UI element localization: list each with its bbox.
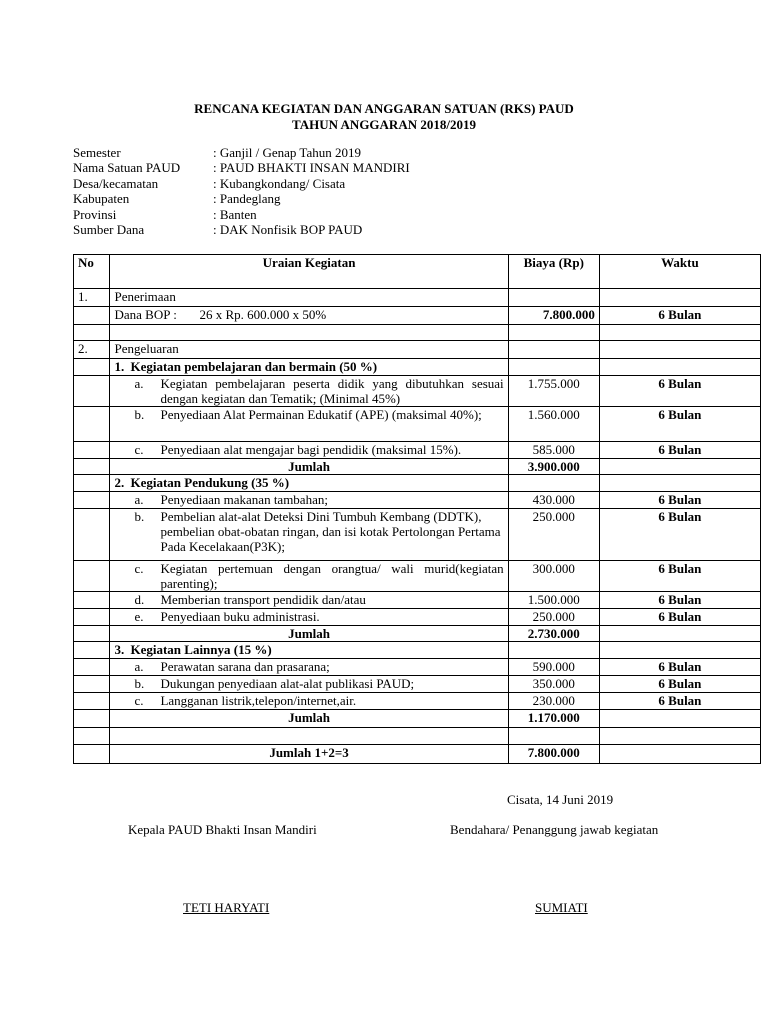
time-cell: 6 Bulan xyxy=(599,592,760,609)
cost-cell: 430.000 xyxy=(508,492,599,509)
subtotal-label: Jumlah xyxy=(110,710,508,728)
item-text: Penyediaan Alat Permainan Edukatif (APE) (maksimal 40%); xyxy=(160,407,482,422)
item-cell xyxy=(110,407,508,442)
info-value: : Ganjil / Genap Tahun 2019 xyxy=(213,145,361,160)
cost-cell: 590.000 xyxy=(508,659,599,676)
item-cell xyxy=(110,659,508,676)
cost-cell: 585.000 xyxy=(508,442,599,459)
time-cell: 6 Bulan xyxy=(599,561,760,592)
item-marker: b. xyxy=(134,407,145,422)
info-row-kabupaten xyxy=(73,191,410,206)
group-title xyxy=(110,359,508,376)
info-label: Kabupaten xyxy=(73,191,130,207)
item-cell xyxy=(110,509,508,561)
item-marker: c. xyxy=(134,442,144,457)
info-label: Semester xyxy=(73,145,121,160)
time-cell: 6 Bulan xyxy=(599,307,760,325)
table-row xyxy=(74,492,761,509)
table-row xyxy=(74,561,761,592)
time-cell: 6 Bulan xyxy=(599,676,760,693)
item-marker: c. xyxy=(134,561,144,576)
table-row-empty xyxy=(74,728,761,745)
item-marker: b. xyxy=(134,676,145,691)
cost-cell: 250.000 xyxy=(508,609,599,626)
cost-cell: 300.000 xyxy=(508,561,599,592)
grand-total-value: 7.800.000 xyxy=(508,745,599,764)
header-desc: Uraian Kegiatan xyxy=(110,255,508,289)
item-text: Penyediaan alat mengajar bagi pendidik (maksimal 15%). xyxy=(160,442,462,457)
item-text: Pembelian alat-alat Deteksi Dini Tumbuh Kembang (DDTK), pembelian obat-obatan ringan, dan isi kotak Pertolongan Pertama Pada Kecelakaan(P3K); xyxy=(160,509,501,554)
grand-total-row xyxy=(74,745,761,764)
pengeluaran-label: Pengeluaran xyxy=(110,341,508,359)
group-title xyxy=(110,475,508,492)
info-row-nama-satuan xyxy=(73,160,410,175)
group-number: 3. xyxy=(114,642,125,657)
time-cell: 6 Bulan xyxy=(599,442,760,459)
info-value: : Banten xyxy=(213,206,257,222)
table-row xyxy=(74,693,761,710)
info-row-sumber-dana xyxy=(73,222,410,237)
group-title-text: Kegiatan pembelajaran dan bermain (50 %) xyxy=(130,359,378,374)
row-number: 2. xyxy=(74,341,110,359)
item-marker: a. xyxy=(134,492,144,507)
item-cell xyxy=(110,693,508,710)
info-row-desa xyxy=(73,176,410,191)
subtotal-value: 1.170.000 xyxy=(508,710,599,728)
subtotal-value: 2.730.000 xyxy=(508,626,599,642)
item-cell xyxy=(110,609,508,626)
info-value: : Pandeglang xyxy=(213,191,281,207)
table-row xyxy=(74,407,761,442)
item-text: Perawatan sarana dan prasarana; xyxy=(160,659,330,674)
info-value: : DAK Nonfisik BOP PAUD xyxy=(213,221,363,237)
item-marker: c. xyxy=(134,693,144,708)
item-marker: e. xyxy=(134,609,144,624)
info-row-provinsi xyxy=(73,207,410,222)
info-row-semester xyxy=(73,145,410,160)
header-cost: Biaya (Rp) xyxy=(508,255,599,289)
item-cell xyxy=(110,676,508,693)
info-label: Provinsi xyxy=(73,206,117,222)
header-time: Waktu xyxy=(599,255,760,289)
cost-cell: 1.755.000 xyxy=(508,376,599,407)
group-title-row xyxy=(74,642,761,659)
item-marker: a. xyxy=(134,376,144,391)
table-row xyxy=(74,592,761,609)
item-cell xyxy=(110,442,508,459)
table-row xyxy=(74,307,761,325)
table-row xyxy=(74,609,761,626)
table-row xyxy=(74,341,761,359)
item-cell xyxy=(110,492,508,509)
subtotal-value: 3.900.000 xyxy=(508,459,599,475)
info-label: Desa/kecamatan xyxy=(73,175,159,191)
item-text: Dukungan penyediaan alat-alat publikasi PAUD; xyxy=(160,676,415,691)
bop-label: Dana BOP : xyxy=(114,307,177,322)
time-cell: 6 Bulan xyxy=(599,659,760,676)
subtotal-row xyxy=(74,459,761,475)
group-title-text: Kegiatan Lainnya (15 %) xyxy=(130,642,272,657)
cost-cell: 1.500.000 xyxy=(508,592,599,609)
table-header-row xyxy=(74,255,761,289)
info-value: : Kubangkondang/ Cisata xyxy=(213,175,346,191)
right-signatory-name: SUMIATI xyxy=(535,900,588,915)
table-row xyxy=(74,376,761,407)
item-cell xyxy=(110,376,508,407)
item-marker: b. xyxy=(134,509,145,524)
time-cell: 6 Bulan xyxy=(599,509,760,561)
subtotal-label: Jumlah xyxy=(110,626,508,642)
bop-cell xyxy=(110,307,508,325)
table-row xyxy=(74,509,761,561)
subtotal-label: Jumlah xyxy=(110,459,508,475)
time-cell: 6 Bulan xyxy=(599,492,760,509)
item-cell xyxy=(110,561,508,592)
place-date: Cisata, 14 Juni 2019 xyxy=(507,792,614,807)
document-title: RENCANA KEGIATAN DAN ANGGARAN SATUAN (RKS) PAUD xyxy=(194,101,574,116)
group-title-row xyxy=(74,475,761,492)
table-row xyxy=(74,442,761,459)
bop-formula: 26 x Rp. 600.000 x 50% xyxy=(199,307,327,322)
group-number: 2. xyxy=(114,475,125,490)
table-row xyxy=(74,676,761,693)
cost-cell: 7.800.000 xyxy=(508,307,599,325)
time-cell: 6 Bulan xyxy=(599,693,760,710)
table-row-empty xyxy=(74,325,761,341)
info-block xyxy=(73,145,410,237)
grand-total-label: Jumlah 1+2=3 xyxy=(110,745,508,764)
subtotal-row xyxy=(74,710,761,728)
item-text: Memberian transport pendidik dan/atau xyxy=(160,592,366,607)
right-signatory-role: Bendahara/ Penanggung jawab kegiatan xyxy=(450,822,659,837)
group-number: 1. xyxy=(114,359,125,374)
cost-cell: 230.000 xyxy=(508,693,599,710)
cost-cell: 1.560.000 xyxy=(508,407,599,442)
time-cell: 6 Bulan xyxy=(599,376,760,407)
row-number: 1. xyxy=(74,289,110,307)
info-value: : PAUD BHAKTI INSAN MANDIRI xyxy=(213,160,410,176)
header-no: No xyxy=(74,255,110,289)
table-row xyxy=(74,659,761,676)
left-signatory-name: TETI HARYATI xyxy=(183,900,270,915)
item-marker: a. xyxy=(134,659,144,674)
budget-table xyxy=(73,254,761,764)
info-label: Nama Satuan PAUD xyxy=(73,160,181,176)
item-text: Langganan listrik,telepon/internet,air. xyxy=(160,693,357,708)
cost-cell: 350.000 xyxy=(508,676,599,693)
time-cell: 6 Bulan xyxy=(599,609,760,626)
cost-cell: 250.000 xyxy=(508,509,599,561)
subtotal-row xyxy=(74,626,761,642)
item-text: Kegiatan pertemuan dengan orangtua/ wali murid(kegiatan parenting); xyxy=(160,561,504,591)
item-cell xyxy=(110,592,508,609)
group-title-text: Kegiatan Pendukung (35 %) xyxy=(130,475,290,490)
item-text: Penyediaan makanan tambahan; xyxy=(160,492,328,507)
group-title-row xyxy=(74,359,761,376)
group-title xyxy=(110,642,508,659)
document-subtitle: TAHUN ANGGARAN 2018/2019 xyxy=(292,117,476,132)
time-cell: 6 Bulan xyxy=(599,407,760,442)
info-label: Sumber Dana xyxy=(73,221,145,237)
item-text: Penyediaan buku administrasi. xyxy=(160,609,320,624)
item-marker: d. xyxy=(134,592,145,607)
penerimaan-label: Penerimaan xyxy=(110,289,508,307)
left-signatory-role: Kepala PAUD Bhakti Insan Mandiri xyxy=(128,822,317,837)
table-row xyxy=(74,289,761,307)
item-text: Kegiatan pembelajaran peserta didik yang dibutuhkan sesuai dengan kegiatan dan Tematik; (Minimal 45%) xyxy=(160,376,504,406)
